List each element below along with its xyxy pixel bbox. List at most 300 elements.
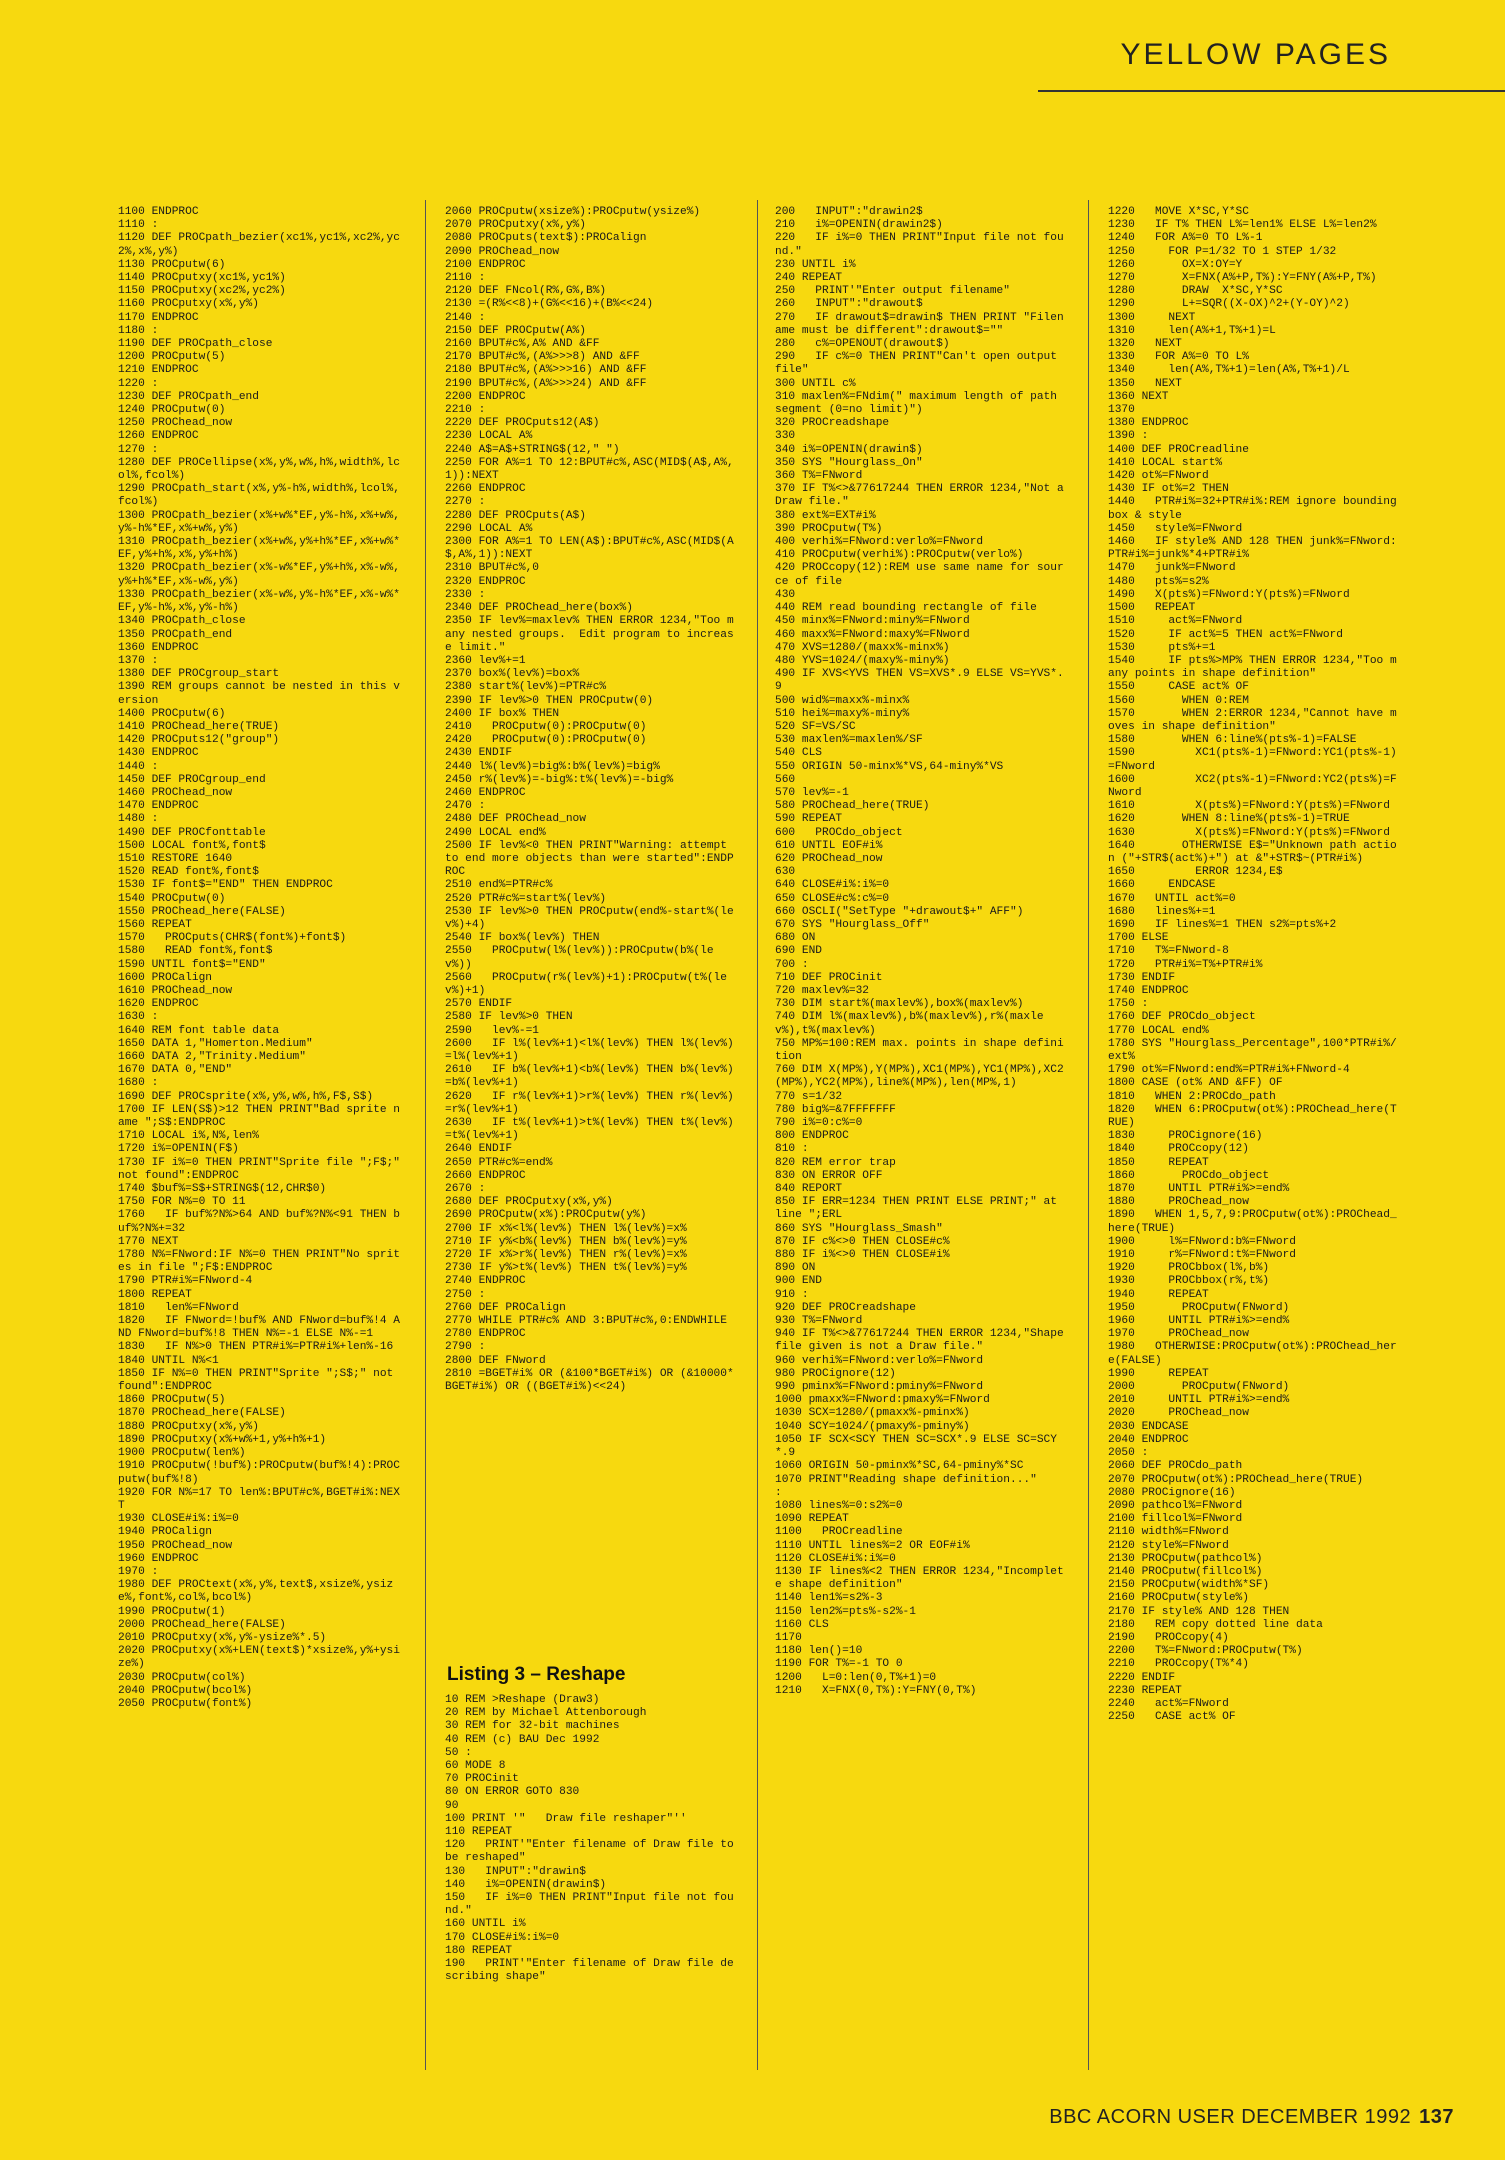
code-line: 2620 IF r%(lev%+1)>r%(lev%) THEN r%(lev%)=r%(lev%+1) (445, 1090, 734, 1116)
code-line: 2090 pathcol%=FNword (1108, 1499, 1243, 1512)
code-line: 1130 IF lines%<2 THEN ERROR 1234,"Incomplete shape definition" (775, 1565, 1064, 1592)
code-line: 1610 X(pts%)=FNword:Y(pts%)=FNword (1108, 800, 1390, 813)
code-line: 1130 PROCputw(6) (118, 258, 226, 271)
code-line: 150 IF i%=0 THEN PRINT"Input file not found." (445, 1892, 734, 1918)
code-line: 1040 SCY=1024/(pmaxy%-pminy%) (775, 1420, 970, 1433)
code-line: 2120 style%=FNword (1108, 1539, 1229, 1552)
code-line: 100 PRINT '" Draw file reshaper"'' (445, 1812, 687, 1825)
code-line: 2750 : (445, 1288, 486, 1301)
code-line: 1360 ENDPROC (118, 641, 199, 654)
code-line: 2430 ENDIF (445, 747, 513, 760)
code-line: 340 i%=OPENIN(drawin$) (775, 443, 923, 456)
section-header: YELLOW PAGES (1120, 38, 1391, 71)
code-line: 210 i%=OPENIN(drawin2$) (775, 219, 943, 232)
code-line: 1370 : (118, 654, 159, 667)
code-line: 1170 (775, 1631, 802, 1644)
code-line: 1210 X=FNX(0,T%):Y=FNY(0,T%) (775, 1684, 977, 1697)
code-line: 2210 : (445, 404, 486, 417)
code-line: 1920 FOR N%=17 TO len%:BPUT#c%,BGET#i%:NEXT (118, 1486, 400, 1512)
code-line: 1250 FOR P=1/32 TO 1 STEP 1/32 (1108, 245, 1337, 258)
code-line: 1770 NEXT (118, 1235, 179, 1248)
code-line: 1800 CASE (ot% AND &FF) OF (1108, 1077, 1283, 1090)
code-column-3 (775, 206, 1071, 2066)
code-line: 2250 CASE act% OF (1108, 1711, 1236, 1724)
code-line: 60 MODE 8 (445, 1760, 506, 1773)
code-line: 2390 IF lev%>0 THEN PROCputw(0) (445, 694, 654, 707)
code-line: 1860 PROCputw(5) (118, 1394, 226, 1407)
code-line: 1030 SCX=1280/(pmaxx%-pminx%) (775, 1407, 970, 1420)
code-line: 390 PROCputw(T%) (775, 522, 883, 535)
code-line: 2100 fillcol%=FNword (1108, 1513, 1243, 1526)
code-line: 2090 PROChead_now (445, 245, 560, 258)
code-line: 290 IF c%=0 THEN PRINT"Can't open output file" (775, 351, 1064, 377)
code-line: 1710 LOCAL i%,N%,len% (118, 1130, 259, 1143)
code-line: 1820 IF FNword=!buf% AND FNword=buf%!4 AND FNword=buf%!8 THEN N%=-1 ELSE N%-=1 (118, 1315, 400, 1341)
code-line: 1140 PROCputxy(xc1%,yc1%) (118, 272, 286, 285)
code-line: 200 INPUT":"drawin2$ (775, 206, 923, 218)
code-line: 2610 IF b%(lev%+1)<b%(lev%) THEN b%(lev%)=b%(lev%+1) (445, 1064, 734, 1090)
code-line: 1580 WHEN 6:line%(pts%-1)=FALSE (1108, 734, 1357, 747)
code-line: 1600 XC2(pts%-1)=FNword:YC2(pts%)=FNword (1108, 773, 1397, 799)
code-line: 2040 PROCputw(bcol%) (118, 1684, 253, 1697)
code-line: 2060 PROCputw(xsize%):PROCputw(ysize%) (445, 206, 701, 218)
code-line: 500 wid%=maxx%-minx% (775, 694, 910, 707)
code-line: 1240 FOR A%=0 TO L%-1 (1108, 232, 1263, 245)
code-line: 1370 (1108, 404, 1135, 417)
code-line: 2490 LOCAL end% (445, 826, 546, 839)
code-line: 1230 DEF PROCpath_end (118, 390, 259, 403)
code-line: 2520 PTR#c%=start%(lev%) (445, 892, 607, 905)
code-line: 1340 len(A%,T%+1)=len(A%,T%+1)/L (1108, 364, 1350, 377)
code-line: 1910 PROCputw(!buf%):PROCputw(buf%!4):PROCputw(buf%!8) (118, 1460, 400, 1486)
code-line: 1260 OX=X:OY=Y (1108, 258, 1243, 271)
code-line: 1990 REPEAT (1108, 1367, 1209, 1380)
code-line: 640 CLOSE#i%:i%=0 (775, 879, 890, 892)
code-line: 1480 : (118, 813, 159, 826)
code-line: 2000 PROChead_here(FALSE) (118, 1618, 286, 1631)
code-line: 160 UNTIL i% (445, 1918, 526, 1931)
code-line: 1950 PROCputw(FNword) (1108, 1301, 1290, 1314)
code-line: 2230 LOCAL A% (445, 430, 533, 443)
code-line: 1680 : (118, 1077, 159, 1090)
code-line: 320 PROCreadshape (775, 417, 890, 430)
code-line: 760 DIM X(MP%),Y(MP%),XC1(MP%),YC1(MP%),XC2(MP%),YC2(MP%),line%(MP%),len(MP%,1) (775, 1064, 1064, 1090)
code-line: 1680 lines%+=1 (1108, 905, 1216, 918)
code-line: 520 SF=VS/SC (775, 720, 856, 733)
code-line: 2270 : (445, 496, 486, 509)
code-line: 1510 RESTORE 1640 (118, 852, 233, 865)
code-line: 680 ON (775, 932, 816, 945)
code-line: 1230 IF T% THEN L%=len1% ELSE L%=len2% (1108, 219, 1377, 232)
code-line: 2070 PROCputw(ot%):PROChead_here(TRUE) (1108, 1473, 1364, 1486)
code-line: 1120 DEF PROCpath_bezier(xc1%,yc1%,xc2%,yc2%,x%,y%) (118, 232, 400, 258)
code-line: 2760 DEF PROCalign (445, 1301, 566, 1314)
code-line: 2670 : (445, 1183, 486, 1196)
code-line: 2170 IF style% AND 128 THEN (1108, 1605, 1290, 1618)
code-line: 1620 WHEN 8:line%(pts%-1)=TRUE (1108, 813, 1350, 826)
code-line: 1910 r%=FNword:t%=FNword (1108, 1249, 1296, 1262)
code-line: 1100 ENDPROC (118, 206, 199, 218)
code-line: 330 (775, 430, 796, 443)
code-line: 1350 NEXT (1108, 377, 1182, 390)
code-line: 1300 NEXT (1108, 311, 1196, 324)
code-line: 1470 ENDPROC (118, 800, 199, 813)
code-line: 1920 PROCbbox(l%,b%) (1108, 1262, 1270, 1275)
code-line: 2160 BPUT#c%,A% AND &FF (445, 338, 600, 351)
code-line: 2540 IF box%(lev%) THEN (445, 932, 600, 945)
code-line: 1470 junk%=FNword (1108, 562, 1236, 575)
code-line: 190 PRINT'"Enter filename of Draw file describing shape" (445, 1958, 734, 1984)
code-line: 1550 CASE act% OF (1108, 681, 1249, 694)
code-line: 2410 PROCputw(0):PROCputw(0) (445, 720, 647, 733)
code-line: 1450 style%=FNword (1108, 522, 1243, 535)
code-line: 2510 end%=PTR#c% (445, 879, 553, 892)
code-line: 2020 PROChead_now (1108, 1407, 1249, 1420)
code-line: 2680 DEF PROCputxy(x%,y%) (445, 1196, 613, 1209)
code-line: 1690 DEF PROCsprite(x%,y%,w%,h%,F$,S$) (118, 1090, 374, 1103)
code-line: 1490 X(pts%)=FNword:Y(pts%)=FNword (1108, 588, 1350, 601)
code-line: 2740 ENDPROC (445, 1275, 526, 1288)
code-line: 2070 PROCputxy(x%,y%) (445, 219, 586, 232)
code-line: 2710 IF y%<b%(lev%) THEN b%(lev%)=y% (445, 1235, 687, 1248)
code-line: 1730 IF i%=0 THEN PRINT"Sprite file ";F$;" not found":ENDPROC (118, 1156, 407, 1182)
code-line: 1520 IF act%=5 THEN act%=FNword (1108, 628, 1343, 641)
code-line: 860 SYS "Hourglass_Smash" (775, 1222, 943, 1235)
code-line: 2080 PROCputs(text$):PROCalign (445, 232, 647, 245)
code-line: 1800 REPEAT (118, 1288, 192, 1301)
code-line: 1270 : (118, 443, 159, 456)
header-rule (1038, 90, 1505, 92)
code-line: 1660 ENDCASE (1108, 879, 1216, 892)
code-line: 810 : (775, 1143, 809, 1156)
code-line: 2720 IF x%>r%(lev%) THEN r%(lev%)=x% (445, 1249, 687, 1262)
code-line: 1110 : (118, 219, 159, 232)
code-line: 1980 OTHERWISE:PROCputw(ot%):PROChead_here(FALSE) (1108, 1341, 1397, 1367)
code-line: 1840 UNTIL N%<1 (118, 1354, 219, 1367)
code-line: 420 PROCcopy(12):REM use same name for source of file (775, 562, 1064, 588)
code-line: 1950 PROChead_now (118, 1539, 233, 1552)
code-line: 1560 WHEN 0:REM (1108, 694, 1249, 707)
code-line: 1650 DATA 1,"Homerton.Medium" (118, 1037, 313, 1050)
code-line: 1280 DRAW X*SC,Y*SC (1108, 285, 1283, 298)
code-line: 1460 IF style% AND 128 THEN junk%=FNword:PTR#i%=junk%*4+PTR#i% (1108, 536, 1397, 562)
code-line: 1100 PROCreadline (775, 1526, 903, 1539)
code-line: 1960 UNTIL PTR#i%>=end% (1108, 1315, 1290, 1328)
code-line: 2180 REM copy dotted line data (1108, 1618, 1323, 1631)
code-line: 2060 DEF PROCdo_path (1108, 1460, 1243, 1473)
code-line: 2240 A$=A$+STRING$(12," ") (445, 443, 620, 456)
code-line: 1830 IF N%>0 THEN PTR#i%=PTR#i%+len%-16 (118, 1341, 394, 1354)
code-line: 2450 r%(lev%)=-big%:t%(lev%)=-big% (445, 773, 674, 786)
code-line: 890 ON (775, 1262, 816, 1275)
code-line: 1670 UNTIL act%=0 (1108, 892, 1236, 905)
code-line: 1080 lines%=0:s2%=0 (775, 1499, 903, 1512)
code-line: 1590 UNTIL font$="END" (118, 958, 266, 971)
code-line: 1640 REM font table data (118, 1024, 280, 1037)
code-line: 2260 ENDPROC (445, 483, 526, 496)
code-line: 1450 DEF PROCgroup_end (118, 773, 266, 786)
code-line: 2360 lev%+=1 (445, 654, 526, 667)
code-line: 1200 PROCputw(5) (118, 351, 226, 364)
code-line: 670 SYS "Hourglass_Off" (775, 918, 930, 931)
code-line: 10 REM >Reshape (Draw3) (445, 1694, 600, 1706)
code-line: 30 REM for 32-bit machines (445, 1720, 620, 1733)
code-line: 580 PROChead_here(TRUE) (775, 800, 930, 813)
code-line: 1090 REPEAT (775, 1513, 849, 1526)
code-line: 1250 PROChead_now (118, 417, 233, 430)
code-line: 840 REPORT (775, 1183, 843, 1196)
code-line: 2650 PTR#c%=end% (445, 1156, 553, 1169)
code-line: 880 IF i%<>0 THEN CLOSE#i% (775, 1249, 950, 1262)
code-line: 2190 BPUT#c%,(A%>>>24) AND &FF (445, 377, 647, 390)
code-line: 120 PRINT'"Enter filename of Draw file to be reshaped" (445, 1839, 741, 1865)
code-line: 2300 FOR A%=1 TO LEN(A$):BPUT#c%,ASC(MID$(A$,A%,1)):NEXT (445, 536, 734, 562)
column-divider (757, 200, 758, 2070)
code-line: 1480 pts%=s2% (1108, 575, 1209, 588)
page-footer (1049, 2106, 1454, 2129)
code-line: 590 REPEAT (775, 813, 843, 826)
code-line: 2020 PROCputxy(x%+LEN(text$)*xsize%,y%+ysize%) (118, 1645, 400, 1671)
code-line: 20 REM by Michael Attenborough (445, 1707, 647, 1720)
code-line: 2130 =(R%<<8)+(G%<<16)+(B%<<24) (445, 298, 654, 311)
code-line: 1810 WHEN 2:PROCdo_path (1108, 1090, 1276, 1103)
code-line: 730 DIM start%(maxlev%),box%(maxlev%) (775, 998, 1024, 1011)
code-line: 960 verhi%=FNword:verlo%=FNword (775, 1354, 984, 1367)
code-column-1 (118, 206, 407, 2066)
code-line: 1460 PROChead_now (118, 786, 233, 799)
code-line: 1290 L+=SQR((X-OX)^2+(Y-OY)^2) (1108, 298, 1350, 311)
code-line: 2530 IF lev%>0 THEN PROCputw(end%-start%(lev%)+4) (445, 905, 734, 931)
code-line: 610 UNTIL EOF#i% (775, 839, 883, 852)
code-line: 1630 : (118, 1011, 159, 1024)
listing-3-code (445, 1694, 739, 2066)
code-line: 1410 PROChead_here(TRUE) (118, 720, 280, 733)
code-line: 1510 act%=FNword (1108, 615, 1243, 628)
code-line: 240 REPEAT (775, 272, 843, 285)
code-line: 1980 DEF PROCtext(x%,y%,text$,xsize%,ysize%,font%,col%,bcol%) (118, 1579, 394, 1605)
code-line: 2200 ENDPROC (445, 390, 526, 403)
code-line: 2660 ENDPROC (445, 1169, 526, 1182)
code-line: 1970 PROChead_now (1108, 1328, 1249, 1341)
code-line: 2480 DEF PROChead_now (445, 813, 586, 826)
code-line: 440 REM read bounding rectangle of file (775, 602, 1037, 615)
code-line: 1330 PROCpath_bezier(x%-w%,y%-h%*EF,x%-w%*EF,y%-h%,x%,y%-h%) (118, 588, 400, 615)
code-line: 2140 PROCputw(fillcol%) (1108, 1565, 1263, 1578)
code-line: 510 hei%=maxy%-miny% (775, 707, 910, 720)
code-line: 2290 LOCAL A% (445, 522, 533, 535)
code-line: 2220 DEF PROCputs12(A$) (445, 417, 600, 430)
code-line: 550 ORIGIN 50-minx%*VS,64-miny%*VS (775, 760, 1004, 773)
code-line: 820 REM error trap (775, 1156, 896, 1169)
code-line: 1880 PROCputxy(x%,y%) (118, 1420, 259, 1433)
code-line: 380 ext%=EXT#i% (775, 509, 876, 522)
code-line: 2800 DEF FNword (445, 1354, 546, 1367)
code-line: 230 UNTIL i% (775, 258, 856, 271)
code-line: 1540 PROCputw(0) (118, 892, 226, 905)
code-line: 2580 IF lev%>0 THEN (445, 1011, 573, 1024)
code-line: 2770 WHILE PTR#c% AND 3:BPUT#c%,0:ENDWHILE (445, 1315, 727, 1328)
code-line: 1670 DATA 0,"END" (118, 1064, 233, 1077)
code-line: 90 (445, 1799, 459, 1812)
code-line: 1310 PROCpath_bezier(x%+w%,y%+h%*EF,x%+w%*EF,y%+h%,x%,y%+h%) (118, 536, 400, 562)
code-line: 1160 CLS (775, 1618, 829, 1631)
code-line: 2730 IF y%>t%(lev%) THEN t%(lev%)=y% (445, 1262, 687, 1275)
code-line: 2110 width%=FNword (1108, 1526, 1229, 1539)
code-line: 1170 ENDPROC (118, 311, 199, 324)
code-line: 1350 PROCpath_end (118, 628, 233, 641)
code-line: 1650 ERROR 1234,E$ (1108, 866, 1283, 879)
code-line: 310 maxlen%=FNdim(" maximum length of path segment (0=no limit)") (775, 390, 1064, 417)
code-line: 70 PROCinit (445, 1773, 519, 1786)
code-line: 1000 pmaxx%=FNword:pmaxy%=FNword (775, 1394, 990, 1407)
code-line: 2170 BPUT#c%,(A%>>>8) AND &FF (445, 351, 640, 364)
code-line: 430 (775, 588, 796, 601)
code-line: 1360 NEXT (1108, 390, 1169, 403)
code-line: 2350 IF lev%=maxlev% THEN ERROR 1234,"Too many nested groups. Edit program to increase limit." (445, 615, 734, 654)
listing-3-title: Listing 3 – Reshape (447, 1664, 626, 1685)
code-line: 1180 len()=10 (775, 1645, 863, 1658)
code-line: 1400 PROCputw(6) (118, 707, 226, 720)
code-line: 2080 PROCignore(16) (1108, 1486, 1236, 1499)
code-line: 2250 FOR A%=1 TO 12:BPUT#c%,ASC(MID$(A$,A%,1)):NEXT (445, 456, 734, 483)
code-line: 770 s=1/32 (775, 1090, 843, 1103)
code-line: 2600 IF l%(lev%+1)<l%(lev%) THEN l%(lev%)=l%(lev%+1) (445, 1037, 734, 1063)
code-line: 920 DEF PROCreadshape (775, 1301, 916, 1314)
code-line: 1150 PROCputxy(xc2%,yc2%) (118, 285, 286, 298)
code-line: 280 c%=OPENOUT(drawout$) (775, 338, 950, 351)
code-line: 2310 BPUT#c%,0 (445, 562, 539, 575)
footer-magazine: BBC ACORN USER DECEMBER 1992 (1049, 2106, 1412, 2128)
code-line: 940 IF T%<>&77617244 THEN ERROR 1234,"Shape file given is not a Draw file." (775, 1328, 1071, 1354)
code-line: 2130 PROCputw(pathcol%) (1108, 1552, 1263, 1565)
code-line: 1150 len2%=pts%-s2%-1 (775, 1605, 916, 1618)
code-line: 1640 OTHERWISE E$="Unknown path action ("+STR$(act%)+") at &"+STR$~(PTR#i%) (1108, 839, 1397, 865)
code-line: 2150 PROCputw(width%*SF) (1108, 1579, 1270, 1592)
code-line: 1870 PROChead_here(FALSE) (118, 1407, 286, 1420)
code-line: 980 PROCignore(12) (775, 1367, 896, 1380)
code-line: 1160 PROCputxy(x%,y%) (118, 298, 259, 311)
code-line: 1070 PRINT"Reading shape definition..." (775, 1473, 1037, 1486)
code-line: 1520 READ font%,font$ (118, 866, 259, 879)
code-line: 1840 PROCcopy(12) (1108, 1143, 1249, 1156)
code-line: 2040 ENDPROC (1108, 1433, 1189, 1446)
code-line: 470 XVS=1280/(maxx%-minx%) (775, 641, 950, 654)
code-line: 2220 ENDIF (1108, 1671, 1176, 1684)
code-line: 2500 IF lev%<0 THEN PRINT"Warning: attempt to end more objects than were started":ENDPROC (445, 839, 734, 879)
code-line: 1700 IF LEN(S$)>12 THEN PRINT"Bad sprite name ";S$:ENDPROC (118, 1103, 400, 1130)
code-line: 1770 LOCAL end% (1108, 1024, 1209, 1037)
code-line: 1430 IF ot%=2 THEN (1108, 483, 1229, 496)
code-line: 1590 XC1(pts%-1)=FNword:YC1(pts%-1)=FNword (1108, 747, 1397, 773)
code-line: 990 pminx%=FNword:pminy%=FNword (775, 1381, 984, 1394)
code-line: 1280 DEF PROCellipse(x%,y%,w%,h%,width%,lcol%,fcol%) (118, 456, 400, 483)
code-line: 2000 PROCputw(FNword) (1108, 1381, 1290, 1394)
code-line: 660 OSCLI("SetType "+drawout$+" AFF") (775, 905, 1024, 918)
code-line: 700 : (775, 958, 809, 971)
code-line: 780 big%=&7FFFFFFF (775, 1103, 896, 1116)
code-line: 620 PROChead_now (775, 852, 883, 865)
code-line: 480 YVS=1024/(maxy%-miny%) (775, 654, 950, 667)
code-line: 1780 SYS "Hourglass_Percentage",100*PTR#i%/ext% (1108, 1037, 1397, 1063)
code-line: 710 DEF PROCinit (775, 971, 883, 984)
code-line: 220 IF i%=0 THEN PRINT"Input file not found." (775, 232, 1064, 258)
code-line: 1900 l%=FNword:b%=FNword (1108, 1235, 1296, 1248)
code-line: 1740 ENDPROC (1108, 984, 1189, 997)
code-line: 1530 pts%+=1 (1108, 641, 1216, 654)
code-line: 1380 ENDPROC (1108, 417, 1189, 430)
code-line: 2010 UNTIL PTR#i%>=end% (1108, 1394, 1290, 1407)
code-line: 1500 REPEAT (1108, 602, 1196, 615)
code-line: 1420 PROCputs12("group") (118, 734, 280, 747)
code-line: 1780 N%=FNword:IF N%=0 THEN PRINT"No sprites in file ";F$:ENDPROC (118, 1249, 400, 1275)
code-line: 410 PROCputw(verhi%):PROCputw(verlo%) (775, 549, 1024, 562)
code-line: 1240 PROCputw(0) (118, 404, 226, 417)
code-line: 2690 PROCputw(x%):PROCputw(y%) (445, 1209, 647, 1222)
code-line: 2030 ENDCASE (1108, 1420, 1189, 1433)
code-line: 1580 READ font%,font$ (118, 945, 273, 958)
code-line: 1630 X(pts%)=FNword:Y(pts%)=FNword (1108, 826, 1390, 839)
code-line: 1530 IF font$="END" THEN ENDPROC (118, 879, 333, 892)
code-line: 2700 IF x%<l%(lev%) THEN l%(lev%)=x% (445, 1222, 687, 1235)
code-line: 830 ON ERROR OFF (775, 1169, 883, 1182)
code-line: 2190 PROCcopy(4) (1108, 1631, 1229, 1644)
code-line: 1610 PROChead_now (118, 984, 233, 997)
code-line: 1750 : (1108, 998, 1149, 1011)
code-line: 180 REPEAT (445, 1944, 513, 1957)
code-line: 1790 ot%=FNword:end%=PTR#i%+FNword-4 (1108, 1064, 1350, 1077)
code-line: 560 (775, 773, 796, 786)
code-line: 1900 PROCputw(len%) (118, 1447, 246, 1460)
code-line: 1710 T%=FNword-8 (1108, 945, 1229, 958)
code-line: 1220 : (118, 377, 159, 390)
code-line: 530 maxlen%=maxlen%/SF (775, 734, 923, 747)
code-line: 1500 LOCAL font%,font$ (118, 839, 266, 852)
code-line: 1550 PROChead_here(FALSE) (118, 905, 286, 918)
code-line: 1430 ENDPROC (118, 747, 199, 760)
code-line: 400 verhi%=FNword:verlo%=FNword (775, 536, 984, 549)
code-line: 1490 DEF PROCfonttable (118, 826, 266, 839)
code-line: 1220 MOVE X*SC,Y*SC (1108, 206, 1249, 218)
code-line: 1890 PROCputxy(x%+w%+1,y%+h%+1) (118, 1433, 327, 1446)
code-line: 1880 PROChead_now (1108, 1196, 1249, 1209)
code-line: 2050 PROCputw(font%) (118, 1697, 253, 1710)
code-line: 1870 UNTIL PTR#i%>=end% (1108, 1183, 1290, 1196)
code-line: 1440 : (118, 760, 159, 773)
code-line: 1930 PROCbbox(r%,t%) (1108, 1275, 1270, 1288)
code-line: 1390 REM groups cannot be nested in this version (118, 681, 400, 707)
code-line: 2640 ENDIF (445, 1143, 513, 1156)
code-line: 1970 : (118, 1565, 159, 1578)
code-line: 2370 box%(lev%)=box% (445, 668, 580, 681)
code-line: 1440 PTR#i%=32+PTR#i%:REM ignore bounding box & style (1108, 496, 1404, 522)
code-line: 1570 PROCputs(CHR$(font%)+font$) (118, 932, 347, 945)
code-line: 460 maxx%=FNword:maxy%=FNword (775, 628, 970, 641)
code-line: 1820 WHEN 6:PROCputw(ot%):PROChead_here(TRUE) (1108, 1103, 1397, 1130)
code-line: 2400 IF box% THEN (445, 707, 560, 720)
code-line: 740 DIM l%(maxlev%),b%(maxlev%),r%(maxlev%),t%(maxlev%) (775, 1011, 1044, 1037)
code-line: 1210 ENDPROC (118, 364, 199, 377)
code-line: 2240 act%=FNword (1108, 1697, 1229, 1710)
code-line: 1300 PROCpath_bezier(x%+w%*EF,y%-h%,x%+w%,y%-h%*EF,x%+w%,y%) (118, 509, 400, 535)
code-line: 2100 ENDPROC (445, 258, 526, 271)
code-line: 130 INPUT":"drawin$ (445, 1865, 586, 1878)
code-line: 1260 ENDPROC (118, 430, 199, 443)
code-line: 900 END (775, 1275, 822, 1288)
code-line: 170 CLOSE#i%:i%=0 (445, 1931, 560, 1944)
code-line: 1850 IF N%=0 THEN PRINT"Sprite ";S$;" not found":ENDPROC (118, 1367, 400, 1394)
code-line: 2460 ENDPROC (445, 786, 526, 799)
code-line: 1190 DEF PROCpath_close (118, 338, 273, 351)
